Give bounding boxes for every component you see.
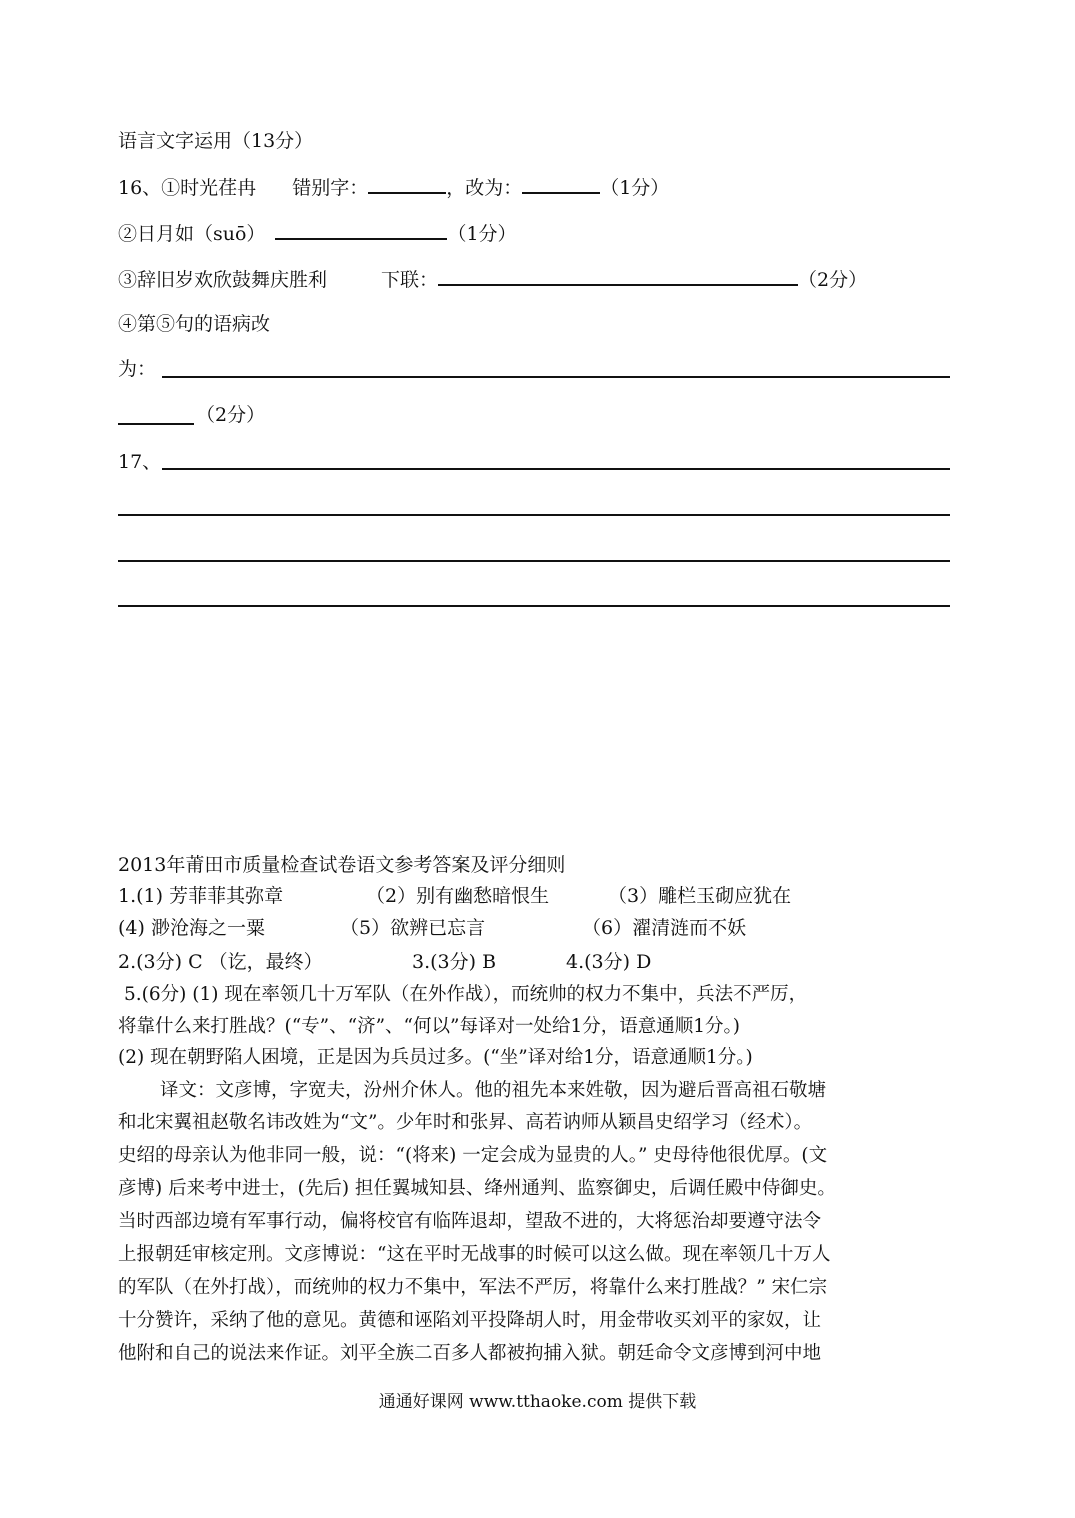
translation-line-8: 十分赞许，采纳了他的意见。黄德和诬陷刘平投降胡人时，用金带收买刘平的家奴，让 xyxy=(118,1310,822,1331)
translation-line-6: 上报朝廷审核定刑。文彦博说：“这在平时无战事的时候可以这么做。现在率领几十万人 xyxy=(118,1244,831,1265)
q16-2-blank[interactable] xyxy=(275,220,447,240)
q16-3-line xyxy=(118,266,867,292)
q16-3-label: ③辞旧岁欢欣鼓舞庆胜利 xyxy=(118,269,328,291)
q16-3-score: （2分） xyxy=(798,269,868,291)
q16-4-answer-line-1[interactable] xyxy=(162,376,950,378)
footer-text: 通通好课网 www.tthaoke.com 提供下载 xyxy=(378,1392,697,1412)
section-title: 语言文字运用（13分） xyxy=(118,130,314,152)
translation-line-2: 和北宋翼祖赵敬名讳改姓为“文”。少年时和张昇、高若讷师从颖昌史绍学习（经术）。 xyxy=(118,1112,813,1133)
q17-answer-line-2[interactable] xyxy=(118,514,950,516)
q16-4-score: （2分） xyxy=(196,404,266,426)
translation-line-1: 译文：文彦博，字宽夫，汾州介休人。他的祖先本来姓敬，因为避后晋高祖石敬塘 xyxy=(160,1080,827,1101)
q16-2-line xyxy=(118,220,517,246)
q16-3-xialian-label: 下联： xyxy=(381,269,439,291)
translation-line-3: 史绍的母亲认为他非同一般，说：“(将来) 一定会成为显贵的人。” 史母待他很优厚。(文 xyxy=(118,1145,828,1166)
translation-line-4: 彦博) 后来考中进士，(先后) 担任翼城知县、绛州通判、监察御史，后调任殿中侍御史。 xyxy=(118,1178,836,1199)
answer-row-1-a: 1.(1) 芳菲菲其弥章 xyxy=(118,885,284,907)
q16-4-wei: 为： xyxy=(118,358,157,380)
q16-3-blank[interactable] xyxy=(438,266,798,286)
answer-q5-line-2: 将靠什么来打胜战？(“专”、“济”、“何以”每译对一处给1分，语意通顺1分。) xyxy=(118,1016,740,1037)
q16-1-score: （1分） xyxy=(600,177,670,199)
q17-answer-line-4[interactable] xyxy=(118,605,950,607)
q16-1-label: 16、①时光荏冉 xyxy=(118,177,257,199)
answer-row-3-c: 4.(3分) D xyxy=(566,951,652,973)
q16-1-wrong-label: 错别字： xyxy=(292,177,369,199)
answer-row-1-b: （2）别有幽愁暗恨生 xyxy=(366,885,550,907)
q17-label: 17、 xyxy=(118,451,162,473)
q17-answer-line-1[interactable] xyxy=(162,468,950,470)
q16-1-sep: ，改为： xyxy=(446,177,523,199)
answer-row-2-b: （5）欲辨已忘言 xyxy=(340,917,486,939)
answers-heading: 2013年莆田市质量检查试卷语文参考答案及评分细则 xyxy=(118,854,566,876)
q16-1-correct-blank[interactable] xyxy=(522,174,600,194)
q17-answer-line-3[interactable] xyxy=(118,560,950,562)
q16-2-label: ②日月如（suō） xyxy=(118,223,266,245)
q16-1-wrong-blank[interactable] xyxy=(368,174,446,194)
translation-line-5: 当时西部边境有军事行动，偏将校官有临阵退却，望敌不进的，大将惩治却要遵守法令 xyxy=(118,1211,822,1232)
answer-row-2-c: （6）濯清涟而不妖 xyxy=(582,917,747,939)
answer-row-1-c: （3）雕栏玉砌应犹在 xyxy=(608,885,792,907)
answer-row-3-b: 3.(3分) B xyxy=(412,951,497,973)
translation-line-7: 的军队（在外打战），而统帅的权力不集中，军法不严厉，将靠什么来打胜战？” 宋仁宗 xyxy=(118,1277,828,1298)
q16-1-line xyxy=(118,174,669,200)
answer-q5-line-3: (2) 现在朝野陷人困境，正是因为兵员过多。(“坐”译对给1分，语意通顺1分。) xyxy=(118,1047,753,1068)
translation-line-9: 他附和自己的说法来作证。刘平全族二百多人都被拘捕入狱。朝廷命令文彦博到河中地 xyxy=(118,1343,822,1364)
q16-4-answer-line-2[interactable] xyxy=(118,423,194,425)
q16-4-label: ④第⑤句的语病改 xyxy=(118,313,271,335)
q16-2-score: （1分） xyxy=(447,223,517,245)
answer-row-2-a: (4) 渺沧海之一粟 xyxy=(118,917,265,939)
answer-q5-line-1: 5.(6分) (1) 现在率领几十万军队（在外作战），而统帅的权力不集中，兵法不严厉， xyxy=(124,984,808,1005)
answer-row-3-a: 2.(3分) C （讫，最终） xyxy=(118,951,323,973)
